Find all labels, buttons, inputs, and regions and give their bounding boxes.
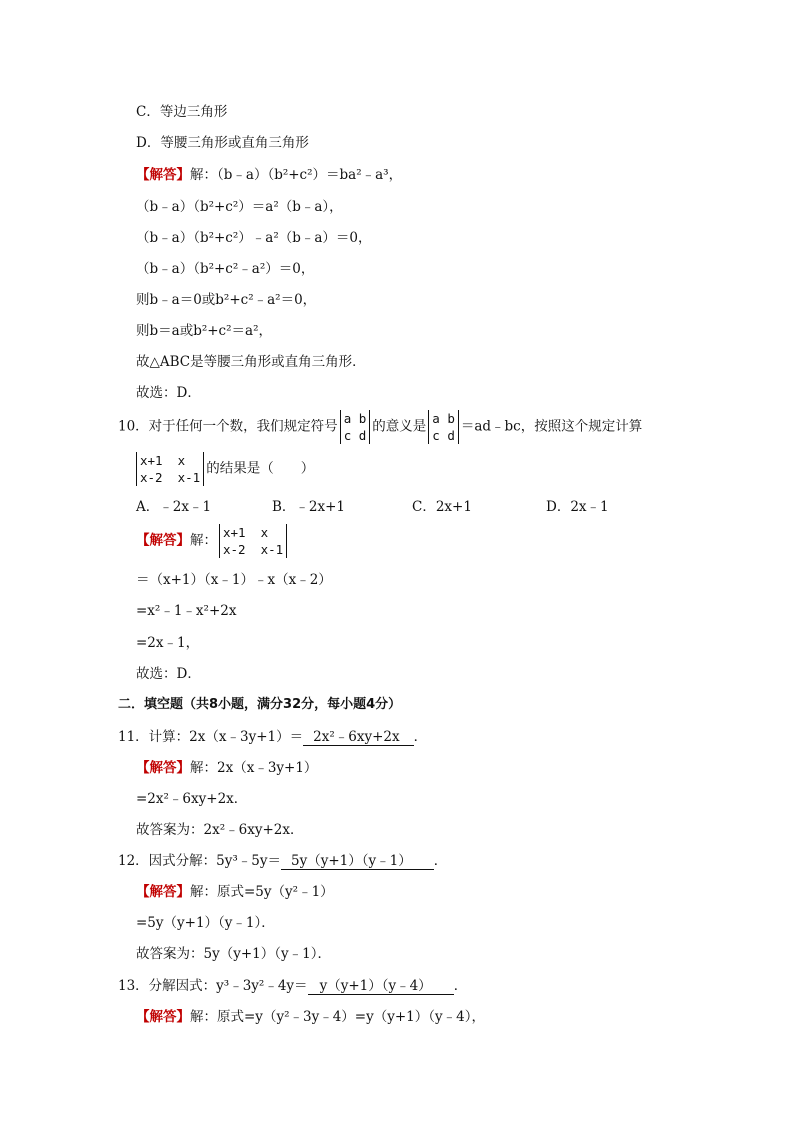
answer-tag: 【解答】 <box>136 532 190 549</box>
determinant-ab <box>340 410 371 444</box>
q11-question <box>118 728 427 746</box>
determinant-x <box>136 452 204 486</box>
q10-option-b: B．﹣2x+1 <box>272 499 346 515</box>
answer-tag: 【解答】 <box>136 1009 190 1025</box>
q9-choice: 故选：D． <box>136 385 201 401</box>
q9-solution-line-5: 则b＝a或b²+c²＝a²， <box>136 323 272 339</box>
det-row: a b <box>432 411 455 426</box>
q11-step-1: =2x²﹣6xy+2x． <box>136 791 248 807</box>
q13-step-0: 原式=y（y²﹣3y﹣4）=y（y+1）（y﹣4）， <box>217 1009 485 1025</box>
q12-answer-blank: 5y（y+1）（y﹣1） <box>281 853 434 870</box>
q10-option-d: D．2x﹣1 <box>546 499 609 515</box>
answer-tag: 【解答】 <box>136 884 190 900</box>
period: ． <box>413 729 428 745</box>
q11-text: 11．计算：2x（x﹣3y+1）＝ <box>118 729 304 745</box>
q10-text-mid: 的意义是 <box>372 418 427 435</box>
jie-label: 解： <box>190 532 217 549</box>
q10-option-c: C．2x+1 <box>412 499 472 515</box>
q12-question <box>118 852 447 870</box>
q9-solution-line-0 <box>136 166 402 184</box>
period: ． <box>453 978 468 994</box>
q10-step-3: =2x﹣1， <box>136 635 200 651</box>
section-heading-2: 二．填空题（共8小题，满分32分，每小题4分） <box>118 697 402 712</box>
q13-answer-blank: y（y+1）（y﹣4） <box>308 978 454 995</box>
det-row: x+1 x <box>223 525 269 540</box>
q11-final: 故答案为：2x²﹣6xy+2x． <box>136 822 304 838</box>
q9-solution-line-4: 则b﹣a＝0或b²+c²﹣a²＝0， <box>136 292 317 308</box>
q13-question <box>118 977 467 995</box>
det-row: c d <box>432 428 455 443</box>
q10-question <box>118 410 642 444</box>
q12-step-1: =5y（y+1）（y﹣1）． <box>136 915 275 931</box>
q10-text-tail: 的结果是（ ） <box>206 460 315 477</box>
q11-solution-head <box>136 759 317 777</box>
jie-label: 解： <box>190 884 217 900</box>
det-row: x+1 x <box>140 453 186 468</box>
jie-label: 解： <box>190 1009 217 1025</box>
q10-text-post: ＝ad﹣bc，按照这个规定计算 <box>460 418 643 435</box>
q12-final: 故答案为：5y（y+1）（y﹣1）． <box>136 946 331 962</box>
q9-solution-line-3: （b﹣a）（b²+c²﹣a²）＝0， <box>136 261 315 277</box>
determinant-x <box>219 524 287 558</box>
jie-label: 解： <box>190 167 217 183</box>
q9-solution-line-2: （b﹣a）（b²+c²）﹣a²（b﹣a）＝0， <box>136 230 372 246</box>
option-c: C．等边三角形 <box>136 104 228 120</box>
q11-step-0: 2x（x﹣3y+1） <box>217 760 318 776</box>
q10-choice: 故选：D． <box>136 666 201 682</box>
q10-text-pre: 10．对于任何一个数，我们规定符号 <box>118 418 338 435</box>
det-row: a b <box>343 411 367 426</box>
q9-eq-0: （b﹣a）（b²+c²）＝ba²﹣a³， <box>217 167 403 183</box>
q9-conclusion: 故△ABC是等腰三角形或直角三角形． <box>136 354 366 370</box>
q13-text: 13．分解因式：y³﹣3y²﹣4y＝ <box>118 978 308 994</box>
det-row: c d <box>343 428 367 443</box>
option-d: D．等腰三角形或直角三角形 <box>136 135 309 151</box>
jie-label: 解： <box>190 760 217 776</box>
determinant-ab <box>428 410 459 444</box>
q10-step-1: ＝（x+1）（x﹣1）﹣x（x﹣2） <box>136 572 332 588</box>
period: ． <box>433 853 448 869</box>
answer-tag: 【解答】 <box>136 167 190 183</box>
answer-tag: 【解答】 <box>136 760 190 776</box>
q10-solution-head <box>136 524 289 558</box>
q12-solution-head <box>136 883 334 901</box>
q12-step-0: 原式=5y（y²﹣1） <box>217 884 334 900</box>
q13-solution-head <box>136 1008 485 1026</box>
q12-text: 12．因式分解：5y³﹣5y＝ <box>118 853 282 869</box>
q10-question-line2 <box>136 452 314 486</box>
q10-step-2: =x²﹣1﹣x²+2x <box>136 603 237 619</box>
q11-answer-blank: 2x²﹣6xy+2x <box>303 729 413 746</box>
q10-option-a: A．﹣2x﹣1 <box>136 499 212 515</box>
det-row: x-2 x-1 <box>140 470 201 485</box>
det-row: x-2 x-1 <box>223 542 284 557</box>
q9-solution-line-1: （b﹣a）（b²+c²）＝a²（b﹣a）， <box>136 199 343 215</box>
